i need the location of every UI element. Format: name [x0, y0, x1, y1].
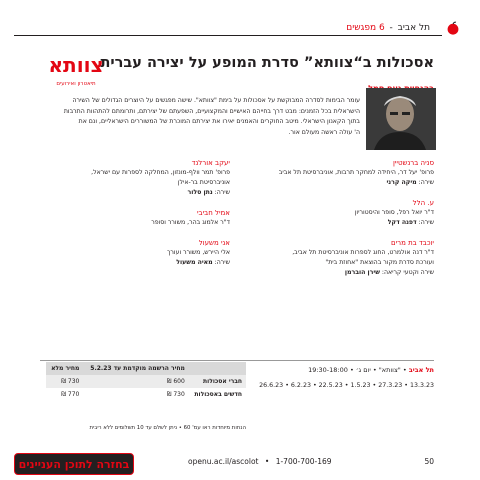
session-entry [254, 198, 434, 228]
host-name: נתן סלור [187, 189, 213, 196]
price-table-header [46, 362, 246, 375]
lecturer-line: פרופ' תמר וולף-מונזון, המחלקה לספרות עם ישראל, [91, 169, 230, 176]
col-header-full: מחיר מלא [46, 362, 83, 375]
page-number: 50 [424, 457, 434, 466]
back-to-toc-button[interactable]: בחזרה לתוכן העניינים [14, 453, 134, 475]
host-name: דפנה דקל [387, 219, 417, 226]
breadcrumb-count: 6 מפגשים [346, 23, 385, 33]
lecturer-line: אלי היירש, משורר ועורך [167, 249, 230, 256]
table-row [46, 388, 246, 401]
host-label: שירה: [418, 219, 434, 226]
session-entry [254, 238, 434, 278]
breadcrumb-separator: - [389, 23, 393, 33]
host-line [50, 188, 230, 198]
poet-name: אמיל חביבי [196, 209, 230, 217]
entries-right-column [254, 158, 434, 288]
section-divider [40, 360, 434, 361]
host-label: שירה: [214, 189, 230, 196]
host-label: שירה וקטעי קריאה: [381, 269, 434, 276]
footer-url[interactable]: openu.ac.il/ascolot [188, 457, 259, 466]
intro-line: עומר הבימות לסדרה המבוקשת על אסכולות על בימת "צוותא". שישה מפגשים על היוצרים הגדולים של השירה [72, 97, 360, 104]
entries-left-column [50, 158, 230, 278]
host-label: שירה: [418, 179, 434, 186]
lecturer-line: ד"ר דנה אולמרט, החוג לספרות אוניברסיטת תל אביב, [292, 249, 434, 256]
host-name: מאיה משעול [176, 259, 213, 266]
session-entry [50, 208, 230, 228]
row-label: חדשים באסכולות [189, 388, 246, 401]
session-entry [50, 238, 230, 268]
host-name: שירן הוברמן [344, 269, 380, 276]
footer-phone: 1-700-700-169 [275, 457, 332, 466]
price-full: 770 ₪ [46, 388, 83, 401]
lecturer-line-2: ועורכת סדרת מקור בהוצאת "אחוזת בית" [325, 259, 434, 266]
host-line [254, 178, 434, 188]
schedule-venue [308, 366, 434, 374]
apple-icon [446, 21, 460, 35]
intro-line: הישראלית בכל הזמנים: מבט דרך בחייהם האישיים והמקצועיים, השפעתם של יצירתם, ותרומתם להתהוות התרבות [63, 107, 360, 115]
host-line [254, 218, 434, 228]
poet-name: אני משעול [198, 239, 230, 247]
poet-name: יוכבד בת מרים [390, 239, 434, 247]
logo-wordmark: צוותא [48, 53, 104, 77]
intro-line: בתוך הקאנון הישראלי. מיטב החוקרים והאמנים יאירו את יצירתם המוכרת של המשוררים הישראליים, ונם את [78, 118, 360, 125]
lecturer-line-2: אוניברסיטת בר-אילן [177, 179, 230, 186]
schedule-city: תל אביב [408, 366, 434, 374]
price-table-corner [189, 362, 246, 375]
session-entry [254, 158, 434, 188]
footer-separator: • [264, 457, 270, 466]
intro-text [40, 96, 360, 138]
poet-name: סניה ברנשטיין [392, 159, 434, 167]
lecturer-line: ד"ר יואל רפל, סופר והיסטוריון [354, 209, 434, 216]
host-line [254, 268, 434, 278]
header-rule [14, 35, 442, 36]
price-table [46, 362, 246, 401]
schedule-venue-line: • "צוותא" • יום ג׳ • 19:30-18:00 [308, 366, 407, 374]
table-row [46, 375, 246, 388]
lecturer-photo [366, 88, 436, 150]
poet-name: יעקב אורלנד [191, 159, 230, 167]
lecturer-line: ד"ר אלמוג בהר, משורר וסופר [151, 219, 230, 226]
price-early: 730 ₪ [83, 388, 188, 401]
host-name: מיקה קרני [386, 179, 417, 186]
intro-line: ה' עולה ראשה מעולם אור. [288, 128, 360, 136]
page-title: אסכולות ב“צוותא” סדרת המופע על יצירה עברית [100, 55, 434, 71]
logo-tagline: תיאטרון ואירועים [56, 81, 96, 87]
col-header-early: מחיר הרשמה מוקדמת עד 5.2.23 [83, 362, 188, 375]
row-label: חברי אסכולות [189, 375, 246, 388]
host-label: שירה: [214, 259, 230, 266]
price-full: 730 ₪ [46, 375, 83, 388]
price-early: 600 ₪ [83, 375, 188, 388]
session-entry [50, 158, 230, 198]
schedule-dates: 13.3.23 • 27.3.23 • 1.5.23 • 22.5.23 • 6.2.23 • 26.6.23 [259, 382, 434, 389]
breadcrumb-city: תל אביב [397, 23, 430, 33]
breadcrumb [346, 23, 430, 33]
lecturer-line: פרופ' יעל דר, היחידה למחקר תרבות, אוניברסיטת תל אביב [278, 169, 434, 176]
footer-contact [188, 457, 332, 466]
host-line [50, 258, 230, 268]
discount-note: הנחות מיוחדות ראו עמ' 60 • ניתן לשלם עד 10 תשלומים ללא ריבית [89, 425, 246, 431]
poet-name: ע. הלל [412, 199, 434, 207]
